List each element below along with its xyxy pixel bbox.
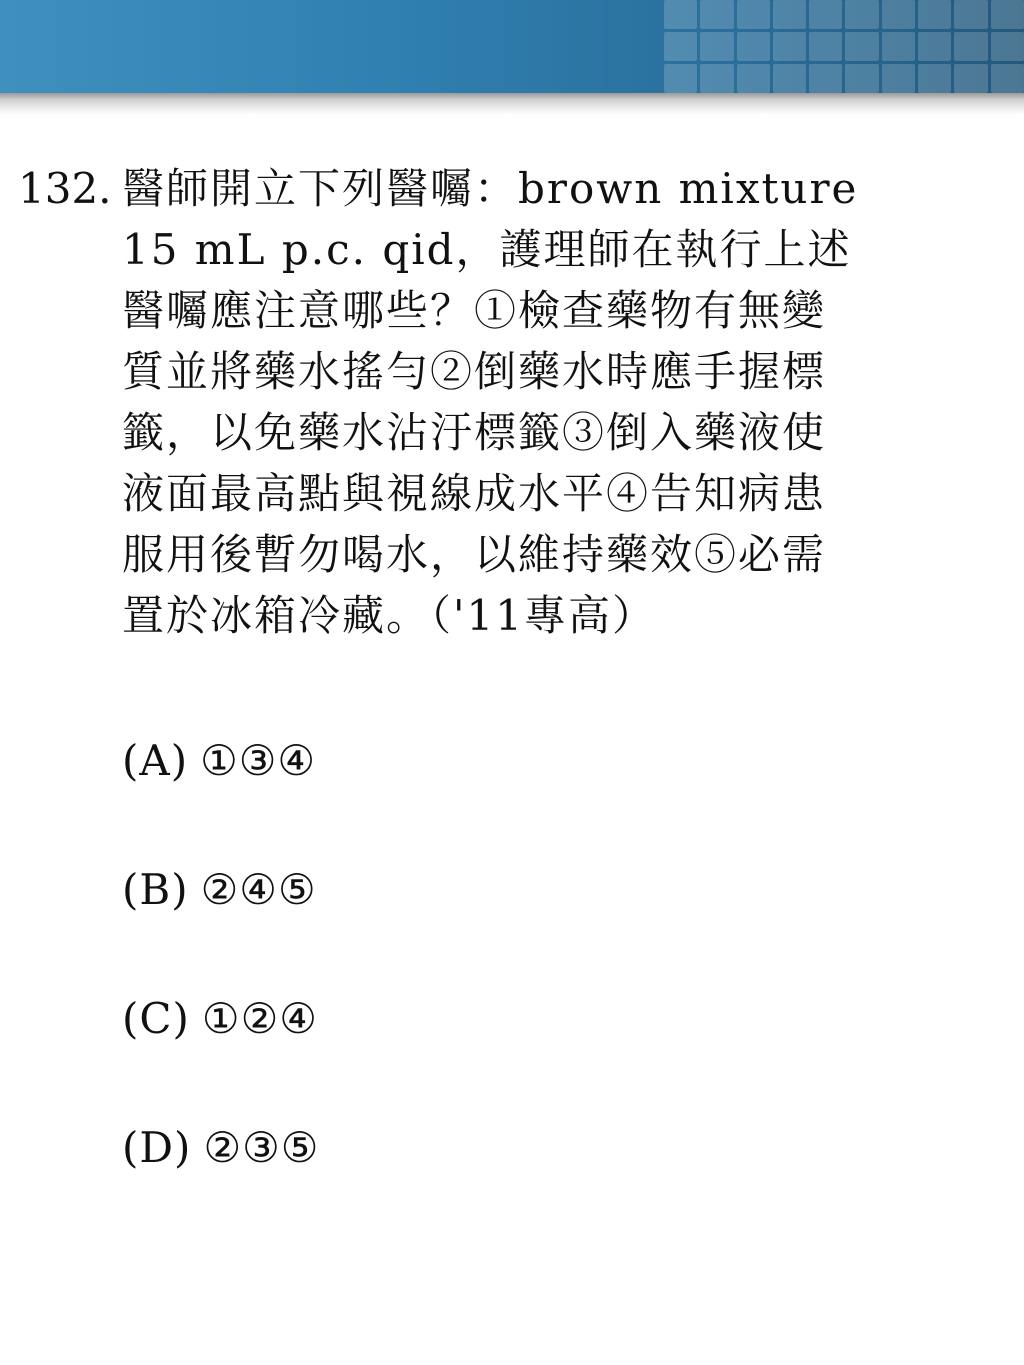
question-number: 132. (18, 164, 112, 213)
question-line: 服用後暫勿喝水，以維持藥效⑤必需 (122, 530, 827, 579)
header-banner (0, 0, 1024, 93)
option-c[interactable] (122, 988, 319, 1050)
answer-options (122, 730, 319, 1246)
option-label: (C) (122, 994, 190, 1043)
question-line: 15 mL p.c. qid，護理師在執行上述 (122, 225, 852, 274)
option-text: ①②④ (201, 994, 318, 1043)
question-line: 籤，以免藥水沾汙標籤③倒入藥液使 (122, 408, 827, 457)
header-pattern (664, 0, 1024, 93)
option-label: (D) (122, 1123, 192, 1172)
question-line: 質並將藥水搖勻②倒藥水時應手握標 (122, 347, 827, 396)
option-label: (A) (122, 736, 189, 785)
question-text (122, 158, 982, 646)
option-b[interactable] (122, 859, 319, 921)
option-text: ②④⑤ (200, 865, 317, 914)
question-line: 置於冰箱冷藏。（'11專高） (122, 591, 656, 640)
option-label: (B) (122, 865, 189, 914)
option-d[interactable] (122, 1117, 319, 1179)
header-shadow (0, 93, 1024, 115)
option-text: ①③④ (200, 736, 317, 785)
option-a[interactable] (122, 730, 319, 792)
question-line: 液面最高點與視線成水平④告知病患 (122, 469, 827, 518)
question-line: 醫師開立下列醫囑：brown mixture (122, 164, 859, 213)
question-line: 醫囑應注意哪些？①檢查藥物有無變 (122, 286, 827, 335)
option-text: ②③⑤ (203, 1123, 320, 1172)
